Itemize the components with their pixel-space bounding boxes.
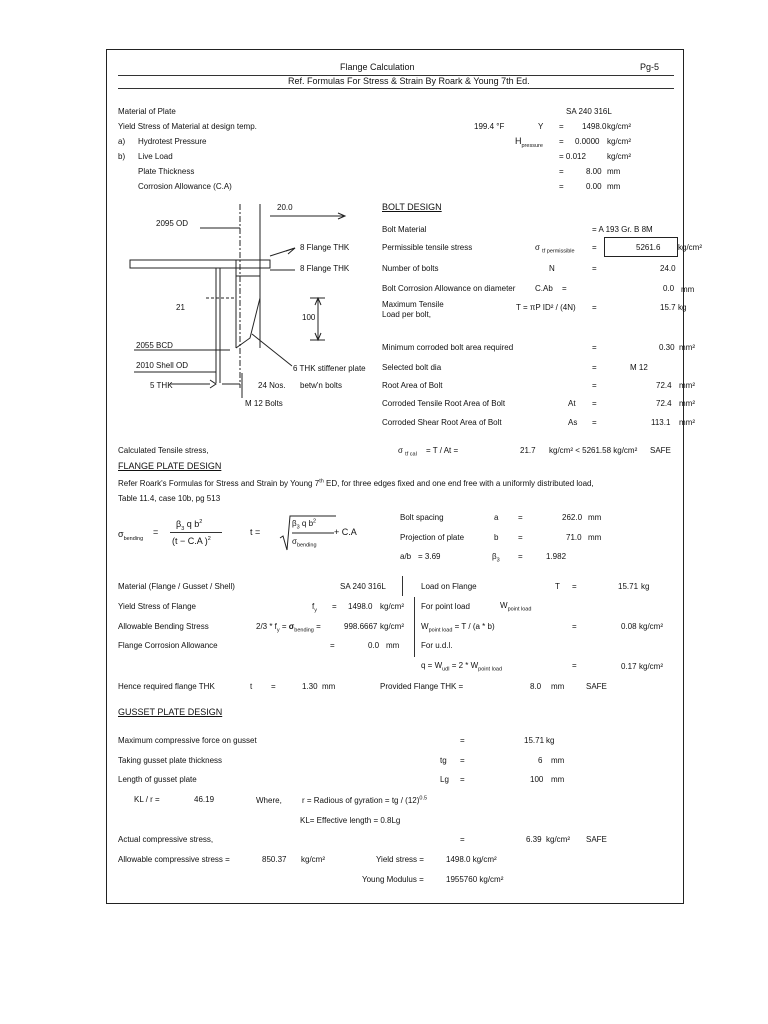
corrosion-allowance-label: Corrosion Allowance (C.A) — [138, 182, 232, 191]
live-load-unit: kg/cm² — [607, 152, 631, 161]
material-label: Material (Flange / Gusset / Shell) — [118, 582, 235, 591]
formula-numerator: $\beta_3$ q $b^2$ — [176, 519, 203, 532]
calc-tensile-label: Calculated Tensile stress, — [118, 446, 209, 455]
bolt-corrosion-value: 0.0 — [663, 284, 675, 293]
shell-od-label: 2010 Shell OD — [136, 361, 189, 370]
equals: = — [572, 582, 577, 591]
bolt-spacing-value: 262.0 — [562, 513, 583, 522]
bolt-size-label: M 12 Bolts — [245, 399, 283, 408]
flange-thk-label-1: 8 Flange THK — [300, 243, 350, 252]
max-compressive-unit: kg — [546, 736, 555, 745]
load-on-flange-symbol: T — [555, 582, 560, 591]
corrosion-allowance-unit: mm — [607, 182, 621, 191]
gusset-thk-unit: mm — [551, 756, 565, 765]
flange-ca-label: Flange Corrosion Allowance — [118, 641, 218, 650]
hydrotest-label: Hydrotest Pressure — [138, 137, 207, 146]
equals: = — [559, 167, 564, 176]
required-thk-symbol: t — [250, 682, 253, 691]
permissible-stress-value: 5261.6 — [636, 243, 661, 252]
corroded-shear-area-symbol: As — [568, 418, 578, 427]
point-load-formula: $W_{point load} = T / (a * b)$ — [421, 622, 495, 634]
calc-tensile-symbol: σ $_{tf cal}$ — [398, 446, 417, 458]
bolt-material-label: Bolt Material — [382, 225, 427, 234]
udl-unit: kg/cm² — [639, 662, 663, 671]
equals: = — [518, 513, 523, 522]
equals: = — [518, 533, 523, 542]
roark-reference-line1: Refer Roark's Formulas for Stress and Strain by Young 7th ED, for three edges fixed and one end free with a uniformly distributed load, — [118, 478, 594, 488]
beta-value: 1.982 — [546, 552, 567, 561]
load-on-flange-label: Load on Flange — [421, 582, 477, 591]
corroded-shear-area-unit: mm² — [679, 418, 695, 427]
gusset-length-unit: mm — [551, 775, 565, 784]
document-title: Flange Calculation — [340, 62, 415, 72]
equals: = — [572, 661, 577, 670]
provided-thk-unit: mm — [551, 682, 565, 691]
corroded-shear-area-label: Corroded Shear Root Area of Bolt — [382, 418, 502, 427]
gusset-yield-value: 1498.0 kg/cm² — [446, 855, 497, 864]
corroded-tensile-area-value: 72.4 — [656, 399, 672, 408]
calc-tensile-compare: kg/cm² < 5261.58 kg/cm² — [549, 446, 638, 455]
hydrotest-item-marker: a) — [118, 137, 126, 146]
equals: = — [559, 182, 564, 191]
min-bolt-area-value: 0.30 — [659, 343, 675, 352]
udl-label: For u.d.l. — [421, 641, 453, 650]
equals: = — [460, 775, 465, 784]
max-tensile-formula: T = πP ID² / (4N) — [516, 303, 576, 312]
number-of-bolts-value: 24.0 — [660, 264, 676, 273]
max-compressive-value: 15.71 — [524, 736, 545, 745]
load-on-flange-value: 15.71 — [618, 582, 639, 591]
design-temp: 199.4 °F — [474, 122, 505, 131]
corroded-tensile-area-unit: mm² — [679, 399, 695, 408]
where-label: Where, — [256, 796, 282, 805]
calc-tensile-status: SAFE — [650, 446, 671, 455]
allowable-bending-formula: $2/3 * f_y = \sigma_{bending}$ = — [256, 622, 321, 634]
page-number: Pg-5 — [640, 62, 660, 72]
yield-value: 1498.0 — [582, 122, 607, 131]
max-tensile-unit: kg — [678, 303, 687, 312]
gusset-length-symbol: Lg — [440, 775, 449, 784]
stiffener-label-1: 6 THK stiffener plate — [293, 364, 366, 373]
point-load-unit: kg/cm² — [639, 622, 663, 631]
required-thk-label: Hence required flange THK — [118, 682, 215, 691]
allowable-bending-unit: kg/cm² — [380, 622, 404, 631]
bolt-design-heading: BOLT DESIGN — [382, 202, 442, 212]
bolt-corrosion-label: Bolt Corrosion Allowance on diameter — [382, 284, 516, 293]
max-tensile-label-2: Load per bolt, — [382, 310, 431, 319]
gusset-thk-value: 6 — [538, 756, 543, 765]
min-bolt-area-label: Minimum corroded bolt area required — [382, 343, 514, 352]
equals: = — [592, 243, 597, 252]
gusset-thk-symbol: tg — [440, 756, 447, 765]
young-modulus-value: 1955760 kg/cm² — [446, 875, 504, 884]
live-load-item-marker: b) — [118, 152, 126, 161]
bcd-label: 2055 BCD — [136, 341, 173, 350]
number-of-bolts-label: Number of bolts — [382, 264, 439, 273]
plate-material-label: Material of Plate — [118, 107, 176, 116]
dim-21-label: 21 — [176, 303, 185, 312]
roark-reference-line2: Table 11.4, case 10b, pg 513 — [118, 494, 221, 503]
actual-compressive-value: 6.39 — [526, 835, 542, 844]
equals: = — [592, 418, 597, 427]
formula-equals: = — [153, 527, 159, 537]
live-load-label: Live Load — [138, 152, 173, 161]
udl-value: 0.17 — [621, 662, 637, 671]
projection-label: Projection of plate — [400, 533, 465, 542]
column-divider — [402, 576, 403, 596]
allowable-compressive-unit: kg/cm² — [301, 855, 325, 864]
projection-unit: mm — [588, 533, 602, 542]
gusset-length-label: Length of gusset plate — [118, 775, 197, 784]
max-tensile-value: 15.7 — [660, 303, 676, 312]
equals: = — [592, 381, 597, 390]
point-load-symbol: $W_{point load}$ — [500, 601, 532, 613]
equals: = — [592, 264, 597, 273]
equals: = — [271, 682, 276, 691]
provided-thk-status: SAFE — [586, 682, 607, 691]
column-divider — [414, 597, 415, 657]
flange-design-heading: FLANGE PLATE DESIGN — [118, 461, 222, 471]
bolt-spacing-unit: mm — [588, 513, 602, 522]
required-thk-unit: mm — [322, 682, 336, 691]
point-load-label: For point load — [421, 602, 470, 611]
actual-compressive-label: Actual compressive stress, — [118, 835, 214, 844]
root-area-label: Root Area of Bolt — [382, 381, 443, 390]
formula-fraction-bar — [170, 532, 222, 533]
equals: = — [592, 399, 597, 408]
flange-yield-label: Yield Stress of Flange — [118, 602, 196, 611]
load-on-flange-unit: kg — [641, 582, 650, 591]
allowable-bending-label: Allowable Bending Stress — [118, 622, 209, 631]
gusset-design-heading: GUSSET PLATE DESIGN — [118, 707, 223, 717]
stiffener-label-2: betw'n bolts — [300, 381, 342, 390]
equals: = — [592, 303, 597, 312]
udl-formula: $q = W_{udl} = 2 * W_{point load}$ — [421, 661, 503, 673]
live-load-value: = 0.012 — [559, 152, 586, 161]
max-compressive-label: Maximum compressive force on gusset — [118, 736, 257, 745]
equals: = — [332, 602, 337, 611]
gusset-yield-label: Yield stress = — [376, 855, 424, 864]
od-2095-label: 2095 OD — [156, 219, 189, 228]
actual-compressive-status: SAFE — [586, 835, 607, 844]
young-modulus-label: Young Modulus = — [362, 875, 424, 884]
pressure-value: 0.0000 — [575, 137, 600, 146]
equals: = — [559, 122, 564, 131]
corrosion-allowance-value: 0.00 — [586, 182, 602, 191]
plate-thickness-label: Plate Thickness — [138, 167, 195, 176]
corroded-tensile-area-label: Corroded Tensile Root Area of Bolt — [382, 399, 506, 408]
material-value: SA 240 316L — [340, 582, 386, 591]
bolt-spacing-symbol: a — [494, 513, 499, 522]
equals: = — [518, 552, 523, 561]
bolt-spacing-label: Bolt spacing — [400, 513, 444, 522]
dim-100-label: 100 — [302, 313, 316, 322]
bolt-corrosion-symbol: C.Ab — [535, 284, 553, 293]
ab-ratio-value: = 3.69 — [418, 552, 441, 561]
allowable-bending-value: 998.6667 — [344, 622, 378, 631]
calc-tensile-formula: = T / At = — [426, 446, 459, 455]
bolt-corrosion-unit: mm — [681, 285, 695, 294]
number-of-bolts-symbol: N — [549, 264, 555, 273]
required-thk-value: 1.30 — [302, 682, 318, 691]
provided-thk-value: 8.0 — [530, 682, 542, 691]
permissible-stress-symbol: σ $_{tf permissible}$ — [535, 243, 575, 255]
yield-symbol: Y — [538, 122, 544, 131]
klr-label: KL / r = — [134, 795, 160, 804]
yield-stress-label: Yield Stress of Material at design temp. — [118, 122, 257, 131]
plate-thickness-unit: mm — [607, 167, 621, 176]
projection-symbol: b — [494, 533, 499, 542]
radius-definition: r = Radious of gyration = tg / $(12)^{0.5}$ — [302, 795, 428, 805]
formula-denominator: (t − C.A )$^2$ — [172, 536, 211, 546]
flange-thk-label-2: 8 Flange THK — [300, 264, 350, 273]
plate-thickness-value: 8.00 — [586, 167, 602, 176]
fy-symbol: $f_y$ — [312, 602, 317, 614]
bolt-material-value: = A 193 Gr. B 8M — [592, 225, 653, 234]
formula-plus-ca: + C.A — [334, 527, 357, 537]
beta-symbol: $\beta_3$ — [492, 552, 500, 564]
equals: = — [559, 137, 564, 146]
selected-bolt-value: M 12 — [630, 363, 648, 372]
dim-20-label: 20.0 — [277, 203, 293, 212]
equals: = — [592, 363, 597, 372]
flange-ca-value: 0.0 — [368, 641, 380, 650]
equals: = — [330, 641, 335, 650]
allowable-compressive-label: Allowable compressive stress = — [118, 855, 230, 864]
formula-root-numerator: $\beta_3$ q $b^2$ — [292, 518, 317, 531]
equals: = — [592, 343, 597, 352]
projection-value: 71.0 — [566, 533, 582, 542]
equals: = — [460, 736, 465, 745]
corroded-tensile-area-symbol: At — [568, 399, 576, 408]
plate-material-value: SA 240 316L — [566, 107, 612, 116]
flange-ca-unit: mm — [386, 641, 400, 650]
yield-unit: kg/cm² — [607, 122, 631, 131]
equals: = — [460, 835, 465, 844]
gusset-thk-label: Taking gusset plate thickness — [118, 756, 223, 765]
formula-sigma: $\sigma_{bending}$ — [118, 529, 144, 542]
allowable-compressive-value: 850.37 — [262, 855, 287, 864]
provided-thk-label: Provided Flange THK = — [380, 682, 464, 691]
calc-tensile-value: 21.7 — [520, 446, 536, 455]
formula-t: t = — [250, 527, 261, 537]
equals: = — [460, 756, 465, 765]
actual-compressive-unit: kg/cm² — [546, 835, 570, 844]
gusset-length-value: 100 — [530, 775, 544, 784]
corroded-shear-area-value: 113.1 — [651, 418, 671, 427]
klr-value: 46.19 — [194, 795, 215, 804]
shell-thk-label: 5 THK — [150, 381, 173, 390]
permissible-stress-unit: kg/cm² — [678, 243, 702, 252]
document-subtitle: Ref. Formulas For Stress & Strain By Roark & Young 7th Ed. — [288, 76, 530, 86]
root-area-value: 72.4 — [656, 381, 672, 390]
equals: = — [572, 622, 577, 631]
effective-length-definition: KL= Effective length = 0.8Lg — [300, 816, 401, 825]
ab-ratio-label: a/b — [400, 552, 412, 561]
point-load-value: 0.08 — [621, 622, 637, 631]
selected-bolt-label: Selected bolt dia — [382, 363, 442, 372]
fy-value: 1498.0 — [348, 602, 373, 611]
pressure-unit: kg/cm² — [607, 137, 631, 146]
header-rule — [118, 88, 674, 89]
max-tensile-label-1: Maximum Tensile — [382, 300, 444, 309]
min-bolt-area-unit: mm² — [679, 343, 695, 352]
fy-unit: kg/cm² — [380, 602, 404, 611]
root-area-unit: mm² — [679, 381, 695, 390]
permissible-stress-label: Permissible tensile stress — [382, 243, 473, 252]
equals: = — [562, 284, 567, 293]
bolt-qty-label: 24 Nos. — [258, 381, 286, 390]
pressure-symbol: $H_{pressure}$ — [515, 136, 543, 149]
formula-root-denominator: $\sigma_{bending}$ — [292, 537, 317, 549]
